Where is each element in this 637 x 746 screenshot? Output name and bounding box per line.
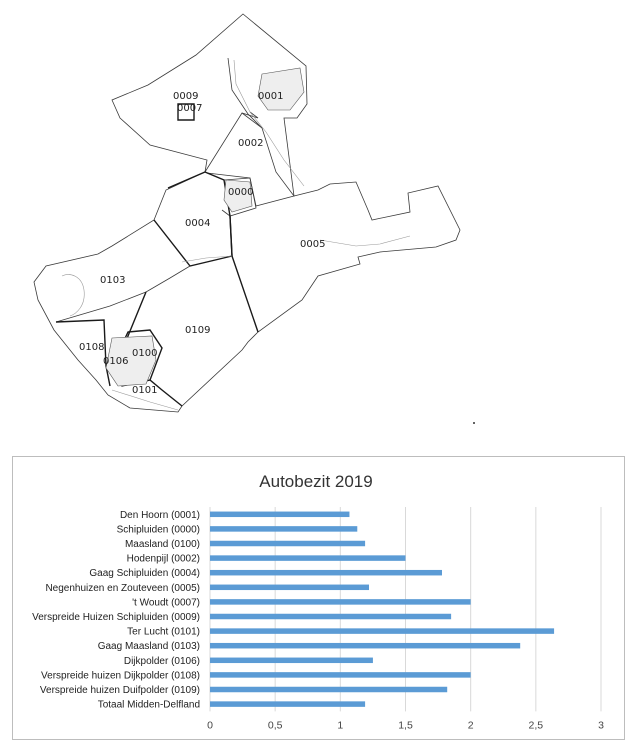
x-tick-label: 1 [337, 719, 344, 732]
category-label: Ter Lucht (0101) [127, 626, 200, 638]
category-label: Negenhuizen en Zouteveen (0005) [45, 582, 200, 594]
bar [210, 570, 442, 576]
category-label: Hodenpijl (0002) [126, 553, 200, 565]
bar [210, 599, 471, 605]
town-den-hoorn [258, 68, 304, 110]
x-tick-label: 2,5 [528, 719, 544, 732]
category-label: Gaag Maasland (0103) [97, 641, 200, 653]
map-dot [473, 422, 475, 424]
chart-x-ticks [207, 719, 604, 731]
x-tick-label: 2 [467, 719, 474, 732]
label-0109: 0109 [185, 325, 211, 336]
x-tick-label: 1,5 [398, 719, 413, 732]
category-label: Den Hoorn (0001) [119, 509, 200, 521]
road-west [62, 275, 84, 316]
label-0001: 0001 [258, 91, 284, 102]
category-label: 't Woudt (0007) [132, 597, 200, 609]
border-0005-west [230, 216, 258, 332]
chart-bars [210, 512, 554, 707]
border-0108 [56, 320, 110, 386]
label-0103: 0103 [100, 275, 126, 286]
chart-title: Autobezit 2019 [259, 472, 373, 491]
category-label: Verspreide huizen Duifpolder (0109) [39, 685, 200, 696]
label-0106: 0106 [103, 356, 129, 367]
label-0005: 0005 [300, 239, 326, 250]
road-mid [182, 256, 232, 262]
category-label: Dijkpolder (0106) [123, 655, 200, 667]
chart-frame [12, 456, 625, 740]
bar [210, 526, 357, 532]
label-0002: 0002 [238, 138, 264, 149]
label-0101: 0101 [132, 385, 158, 396]
bar [210, 614, 451, 620]
x-tick-label: 0 [207, 719, 213, 732]
bar [210, 555, 406, 561]
bar [210, 541, 365, 547]
category-label: Schipluiden (0000) [116, 524, 200, 536]
category-label: Verspreide huizen Dijkpolder (0108) [41, 670, 200, 682]
road-east [320, 236, 410, 246]
bar [210, 585, 369, 591]
label-0004: 0004 [185, 218, 211, 229]
label-0009: 0009 [173, 91, 199, 102]
bar [210, 643, 520, 649]
bar [210, 687, 447, 693]
label-0108: 0108 [79, 342, 105, 353]
bar-chart [13, 457, 626, 741]
chart-gridlines [210, 507, 601, 711]
category-label: Verspreide Huizen Schipluiden (0009) [32, 612, 200, 623]
chart-category-labels [32, 510, 200, 711]
bar [210, 628, 554, 634]
x-tick-label: 3 [598, 719, 604, 732]
bar [210, 658, 373, 664]
category-label: Totaal Midden-Delfland [97, 699, 200, 711]
x-tick-label: 0,5 [267, 719, 283, 732]
label-0007: 0007 [177, 103, 203, 114]
bar [210, 701, 365, 707]
category-label: Maasland (0100) [124, 539, 200, 550]
label-0100: 0100 [132, 348, 158, 359]
bar [210, 512, 349, 518]
category-label: Gaag Schipluiden (0004) [89, 568, 200, 580]
bar [210, 672, 471, 678]
label-0000: 0000 [228, 187, 254, 198]
